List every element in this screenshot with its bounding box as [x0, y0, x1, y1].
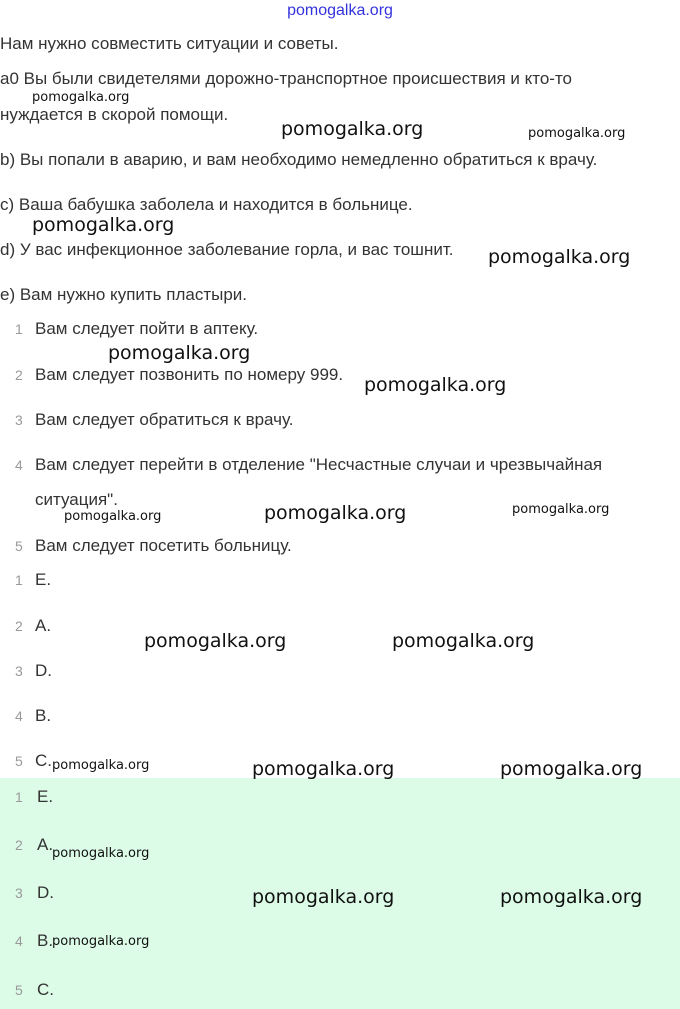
advice-item-cont: ситуация". — [35, 490, 118, 509]
answer-value: A. — [37, 835, 54, 854]
watermark: pomogalka.org — [64, 509, 162, 524]
advice-number: 5 — [15, 538, 23, 554]
advice-item: Вам следует пойти в аптеку. — [35, 319, 259, 338]
match-number: 3 — [15, 663, 23, 679]
answer-value: E. — [37, 787, 54, 806]
intro-text: Нам нужно совместить ситуации и советы. — [0, 34, 339, 53]
situation-c: c) Ваша бабушка заболела и находится в больнице. — [0, 195, 413, 214]
advice-item: Вам следует перейти в отделение "Несчастные случаи и чрезвычайная — [35, 455, 603, 474]
watermark: pomogalka.org — [281, 118, 424, 140]
situation-b: b) Вы попали в аварию, и вам необходимо немедленно обратиться к врачу. — [0, 150, 598, 169]
match-value: B. — [35, 706, 52, 725]
match-number: 1 — [15, 572, 23, 588]
situation-a: a0 Вы были свидетелями дорожно-транспортное происшествия и кто-то — [0, 69, 573, 88]
watermark: pomogalka.org — [488, 246, 631, 268]
advice-number: 1 — [15, 321, 23, 337]
advice-item: Вам следует обратиться к врачу. — [35, 410, 294, 429]
match-value: E. — [35, 570, 52, 589]
watermark: pomogalka.org — [364, 374, 507, 396]
advice-item: Вам следует позвонить по номеру 999. — [35, 365, 344, 384]
watermark: pomogalka.org — [52, 758, 150, 773]
match-number: 2 — [15, 618, 23, 634]
watermark: pomogalka.org — [500, 758, 643, 780]
watermark: pomogalka.org — [32, 214, 175, 236]
watermark: pomogalka.org — [144, 630, 287, 652]
answer-number: 4 — [15, 933, 23, 949]
watermark: pomogalka.org — [32, 90, 130, 105]
advice-item: Вам следует посетить больницу. — [35, 536, 292, 555]
watermark: pomogalka.org — [52, 934, 150, 949]
situation-e: e) Вам нужно купить пластыри. — [0, 285, 248, 304]
match-number: 4 — [15, 708, 23, 724]
answer-number: 2 — [15, 837, 23, 853]
watermark: pomogalka.org — [528, 126, 626, 141]
advice-number: 4 — [15, 457, 23, 473]
watermark: pomogalka.org — [392, 630, 535, 652]
answer-number: 5 — [15, 982, 23, 998]
situation-a-cont: нуждается в скорой помощи. — [0, 105, 229, 124]
answer-number: 1 — [15, 789, 23, 805]
watermark: pomogalka.org — [512, 502, 610, 517]
answer-value: B. — [37, 931, 54, 950]
advice-number: 3 — [15, 412, 23, 428]
watermark: pomogalka.org — [52, 846, 150, 861]
situation-d: d) У вас инфекционное заболевание горла, и вас тошнит. — [0, 240, 454, 259]
watermark: pomogalka.org — [252, 758, 395, 780]
match-number: 5 — [15, 753, 23, 769]
answer-value: C. — [37, 980, 54, 999]
match-value: C. — [35, 751, 52, 770]
match-value: D. — [35, 661, 52, 680]
answer-value: D. — [37, 883, 54, 902]
match-value: A. — [35, 616, 52, 635]
watermark: pomogalka.org — [252, 886, 395, 908]
watermark: pomogalka.org — [108, 342, 251, 364]
advice-number: 2 — [15, 367, 23, 383]
site-logo: pomogalka.org — [287, 2, 393, 19]
watermark: pomogalka.org — [500, 886, 643, 908]
watermark: pomogalka.org — [264, 502, 407, 524]
answer-number: 3 — [15, 885, 23, 901]
